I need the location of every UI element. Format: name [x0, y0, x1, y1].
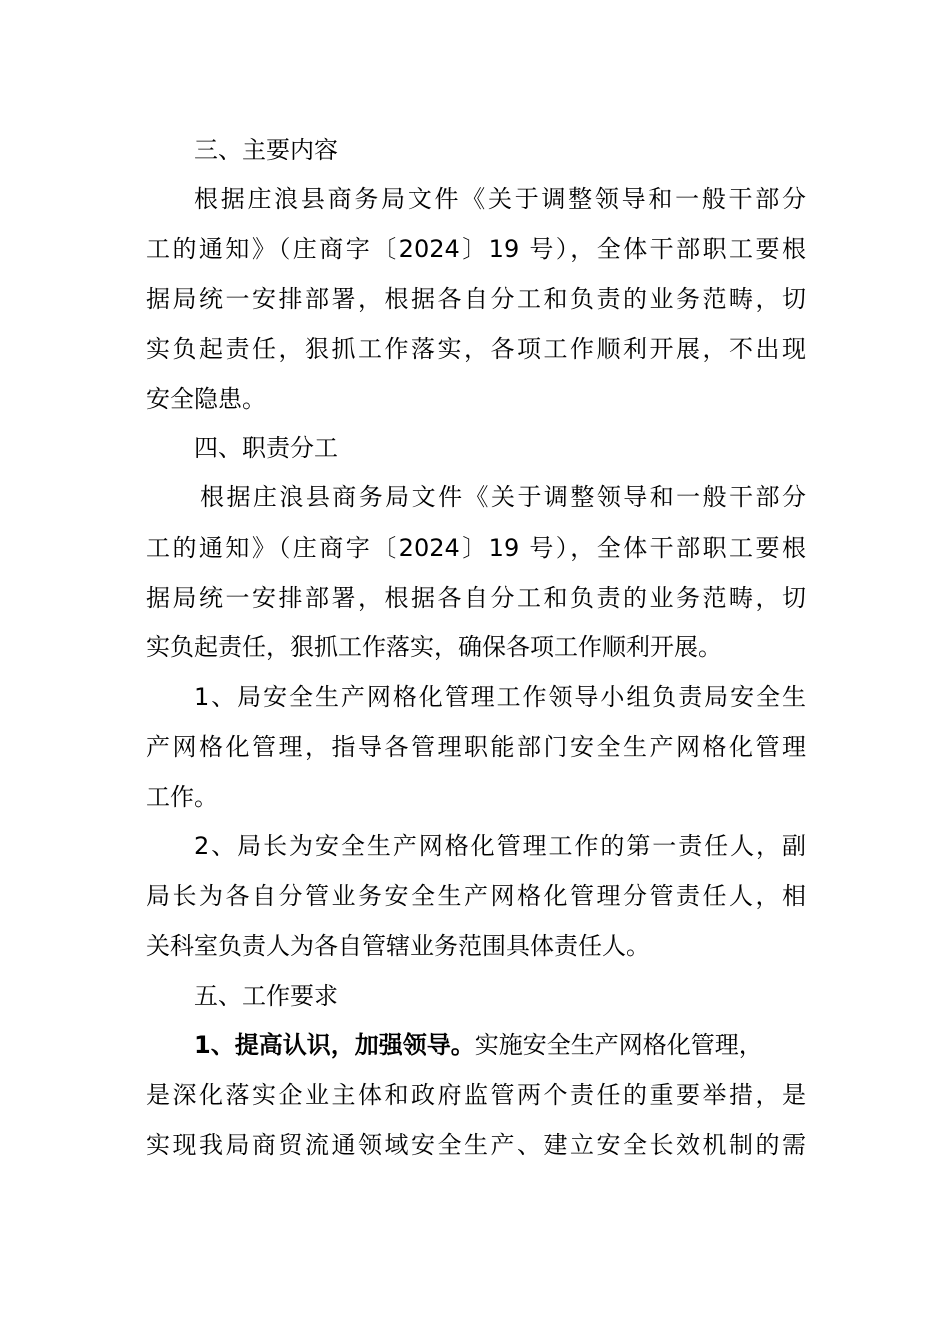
- section-4-heading: 四、职责分工: [194, 434, 338, 462]
- section-3-line: 据局统一安排部署，根据各自分工和负责的业务范畴，切: [146, 285, 806, 313]
- section-5-item-1-title: 1、提高认识，加强领导。: [194, 1031, 475, 1059]
- section-4-item-2-line: 2、局长为安全生产网格化管理工作的第一责任人，副: [194, 832, 806, 860]
- section-4-item-1-line: 产网格化管理，指导各管理职能部门安全生产网格化管理: [146, 733, 806, 761]
- section-5-item-1-line: [194, 1029, 806, 1061]
- section-3-heading: 三、主要内容: [194, 136, 338, 164]
- section-5-heading: 五、工作要求: [194, 982, 338, 1010]
- section-3-line: 工的通知》（庄商字〔2024〕19 号），全体干部职工要根: [146, 235, 806, 263]
- section-4-item-2-line: 局长为各自分管业务安全生产网格化管理分管责任人，相: [146, 882, 806, 910]
- section-4-item-2-line: 关科室负责人为各自管辖业务范围具体责任人。: [146, 932, 650, 960]
- section-4-line: 据局统一安排部署，根据各自分工和负责的业务范畴，切: [146, 584, 806, 612]
- section-4-line: 工的通知》（庄商字〔2024〕19 号），全体干部职工要根: [146, 534, 806, 562]
- section-3-line: 根据庄浪县商务局文件《关于调整领导和一般干部分: [194, 185, 806, 213]
- section-3-line: 实负起责任，狠抓工作落实，各项工作顺利开展，不出现: [146, 335, 806, 363]
- section-4-line: 根据庄浪县商务局文件《关于调整领导和一般干部分: [200, 483, 806, 511]
- section-5-line: 是深化落实企业主体和政府监管两个责任的重要举措，是: [146, 1081, 806, 1109]
- section-5-line: 实现我局商贸流通领域安全生产、建立安全长效机制的需: [146, 1131, 806, 1159]
- section-3-line: 安全隐患。: [146, 385, 266, 413]
- section-4-item-1-line: 1、局安全生产网格化管理工作领导小组负责局安全生: [194, 683, 806, 711]
- section-4-line: 实负起责任，狠抓工作落实，确保各项工作顺利开展。: [146, 633, 722, 661]
- section-5-item-1-text: 实施安全生产网格化管理，: [474, 1031, 763, 1059]
- section-4-item-1-line: 工作。: [146, 783, 218, 811]
